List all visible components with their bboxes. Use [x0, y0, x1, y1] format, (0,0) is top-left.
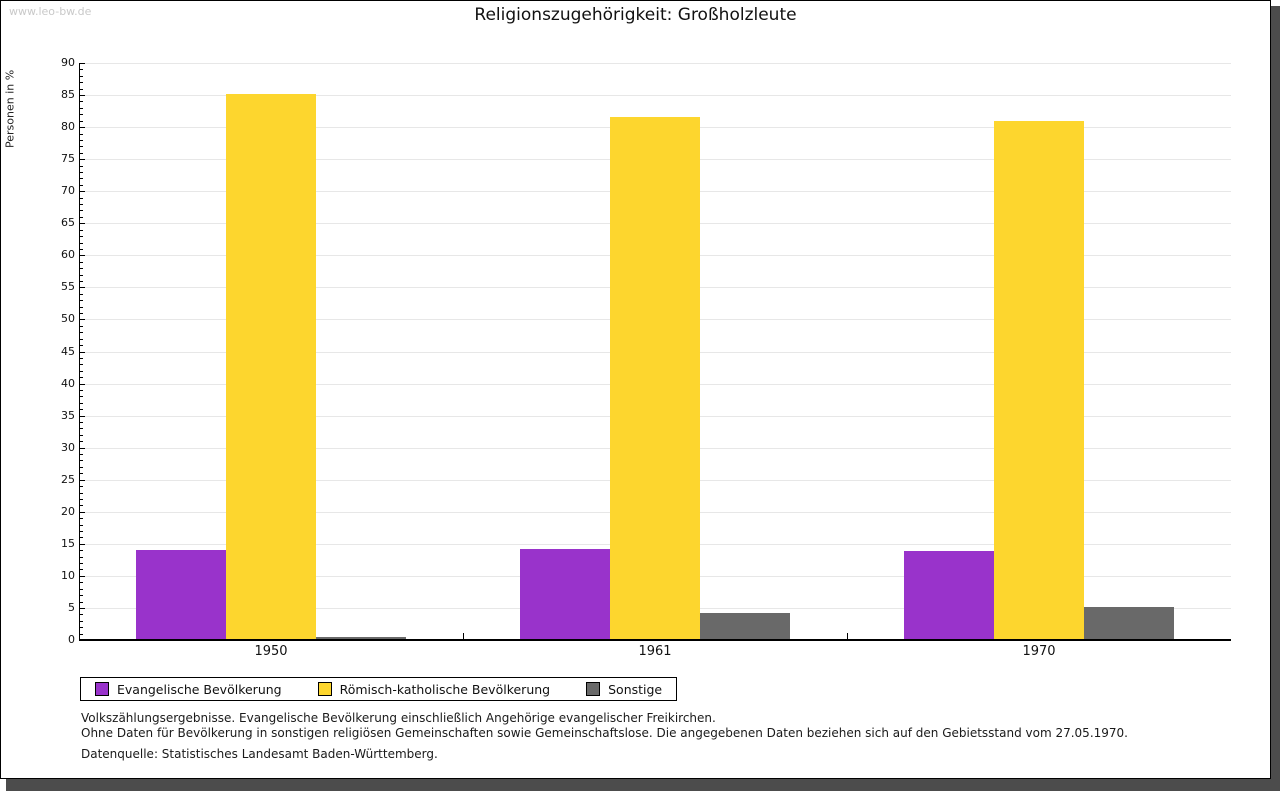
x-group-tick	[463, 633, 464, 641]
data-source-text: Datenquelle: Statistisches Landesamt Baden-Württemberg.	[81, 747, 438, 761]
y-minor-tick	[80, 89, 83, 90]
y-minor-tick	[80, 268, 83, 269]
y-major-tick	[80, 640, 85, 641]
y-major-tick	[80, 223, 85, 224]
y-tick-label: 35	[61, 408, 75, 422]
y-minor-tick	[80, 627, 83, 628]
y-tick-label: 10	[61, 568, 75, 582]
y-minor-tick	[80, 281, 83, 282]
y-axis-title: Personen in %	[3, 69, 17, 149]
legend-label: Evangelische Bevölkerung	[117, 681, 282, 697]
x-category-label: 1950	[254, 644, 288, 659]
bar-sonstige-1961	[700, 613, 790, 639]
y-minor-tick	[80, 621, 83, 622]
y-minor-tick	[80, 249, 83, 250]
y-major-tick	[80, 191, 85, 192]
y-major-tick	[80, 352, 85, 353]
y-minor-tick	[80, 403, 83, 404]
y-tick-label: 75	[61, 152, 75, 166]
frame-shadow-bottom	[6, 779, 1271, 791]
bar-römisch-katholische-1961	[610, 117, 700, 639]
y-minor-tick	[80, 396, 83, 397]
y-minor-tick	[80, 569, 83, 570]
y-minor-tick	[80, 428, 83, 429]
bar-römisch-katholische-1970	[994, 121, 1084, 639]
y-minor-tick	[80, 210, 83, 211]
y-minor-tick	[80, 614, 83, 615]
y-minor-tick	[80, 198, 83, 199]
y-major-tick	[80, 255, 85, 256]
y-tick-label: 65	[61, 216, 75, 230]
x-category-label: 1970	[1022, 644, 1056, 659]
y-minor-tick	[80, 262, 83, 263]
y-major-tick	[80, 608, 85, 609]
y-tick-label: 50	[61, 312, 75, 326]
y-minor-tick	[80, 236, 83, 237]
y-tick-label: 0	[68, 633, 75, 646]
y-minor-tick	[80, 275, 83, 276]
y-minor-tick	[80, 153, 83, 154]
chart-title: Religionszugehörigkeit: Großholzleute	[474, 5, 797, 25]
y-major-tick	[80, 480, 85, 481]
y-minor-tick	[80, 243, 83, 244]
legend-swatch-icon	[586, 682, 600, 696]
y-minor-tick	[80, 371, 83, 372]
y-minor-tick	[80, 505, 83, 506]
bar-römisch-katholische-1950	[226, 94, 316, 639]
y-minor-tick	[80, 518, 83, 519]
y-major-tick	[80, 576, 85, 577]
y-minor-tick	[80, 493, 83, 494]
legend-item	[95, 682, 282, 697]
watermark-url: www.leo-bw.de	[9, 5, 92, 18]
y-minor-tick	[80, 300, 83, 301]
y-minor-tick	[80, 441, 83, 442]
y-minor-tick	[80, 422, 83, 423]
y-major-tick	[80, 416, 85, 417]
y-major-tick	[80, 287, 85, 288]
y-minor-tick	[80, 339, 83, 340]
y-minor-tick	[80, 345, 83, 346]
y-tick-label: 70	[61, 184, 75, 198]
y-minor-tick	[80, 108, 83, 109]
y-minor-tick	[80, 589, 83, 590]
y-minor-tick	[80, 486, 83, 487]
y-minor-tick	[80, 460, 83, 461]
y-minor-tick	[80, 134, 83, 135]
y-tick-label: 25	[61, 472, 75, 486]
y-minor-tick	[80, 634, 83, 635]
y-minor-tick	[80, 69, 83, 70]
legend-item	[586, 682, 662, 697]
y-tick-label: 30	[61, 440, 75, 454]
y-tick-label: 85	[61, 88, 75, 102]
y-minor-tick	[80, 313, 83, 314]
y-minor-tick	[80, 204, 83, 205]
y-minor-tick	[80, 76, 83, 77]
x-group-tick	[847, 633, 848, 641]
y-major-tick	[80, 127, 85, 128]
x-axis-line	[79, 639, 1231, 641]
y-minor-tick	[80, 499, 83, 500]
y-minor-tick	[80, 217, 83, 218]
y-minor-tick	[80, 326, 83, 327]
legend-swatch-icon	[95, 682, 109, 696]
legend-swatch-icon	[318, 682, 332, 696]
y-major-tick	[80, 63, 85, 64]
bar-evangelische-1970	[904, 551, 994, 639]
y-minor-tick	[80, 101, 83, 102]
y-minor-tick	[80, 166, 83, 167]
y-major-tick	[80, 544, 85, 545]
y-minor-tick	[80, 467, 83, 468]
legend-item	[318, 682, 551, 697]
y-tick-label: 20	[61, 504, 75, 518]
y-minor-tick	[80, 390, 83, 391]
y-major-tick	[80, 448, 85, 449]
y-minor-tick	[80, 146, 83, 147]
y-minor-tick	[80, 550, 83, 551]
y-minor-tick	[80, 294, 83, 295]
y-gridline	[80, 63, 1231, 64]
bar-evangelische-1961	[520, 549, 610, 639]
y-minor-tick	[80, 307, 83, 308]
footnote-line-2: Ohne Daten für Bevölkerung in sonstigen religiösen Gemeinschaften sowie Gemeinschaftslose. Die angegebenen Daten beziehen sich auf den Gebietsstand vom 27.05.1970.	[81, 725, 1128, 740]
y-minor-tick	[80, 178, 83, 179]
y-minor-tick	[80, 358, 83, 359]
y-minor-tick	[80, 435, 83, 436]
y-minor-tick	[80, 602, 83, 603]
bar-evangelische-1950	[136, 550, 226, 639]
y-minor-tick	[80, 172, 83, 173]
y-minor-tick	[80, 377, 83, 378]
y-minor-tick	[80, 409, 83, 410]
y-minor-tick	[80, 525, 83, 526]
legend-label: Sonstige	[608, 681, 663, 697]
y-tick-label: 55	[61, 280, 75, 294]
y-tick-label: 15	[61, 536, 75, 550]
y-tick-label: 45	[61, 344, 75, 358]
y-minor-tick	[80, 563, 83, 564]
y-minor-tick	[80, 364, 83, 365]
y-minor-tick	[80, 230, 83, 231]
y-tick-label: 80	[61, 120, 75, 134]
y-major-tick	[80, 159, 85, 160]
y-tick-label: 60	[61, 248, 75, 262]
frame-shadow-right	[1271, 6, 1280, 791]
x-category-label: 1961	[638, 644, 672, 659]
footnote-text	[81, 711, 1128, 740]
y-minor-tick	[80, 332, 83, 333]
footnote-line-1: Volkszählungsergebnisse. Evangelische Bevölkerung einschließlich Angehörige evangelischer Freikirchen.	[81, 711, 716, 725]
y-minor-tick	[80, 185, 83, 186]
y-minor-tick	[80, 582, 83, 583]
y-tick-label: 5	[68, 600, 75, 614]
y-major-tick	[80, 512, 85, 513]
bar-sonstige-1970	[1084, 607, 1174, 639]
y-minor-tick	[80, 557, 83, 558]
legend	[80, 677, 677, 701]
y-major-tick	[80, 319, 85, 320]
y-major-tick	[80, 384, 85, 385]
y-tick-label: 40	[61, 376, 75, 390]
legend-label: Römisch-katholische Bevölkerung	[339, 681, 551, 697]
y-minor-tick	[80, 531, 83, 532]
y-minor-tick	[80, 595, 83, 596]
y-minor-tick	[80, 454, 83, 455]
y-minor-tick	[80, 121, 83, 122]
y-minor-tick	[80, 537, 83, 538]
y-major-tick	[80, 95, 85, 96]
y-minor-tick	[80, 473, 83, 474]
y-minor-tick	[80, 82, 83, 83]
bar-sonstige-1950	[316, 637, 406, 639]
y-minor-tick	[80, 140, 83, 141]
y-tick-label: 90	[61, 56, 75, 69]
y-minor-tick	[80, 114, 83, 115]
